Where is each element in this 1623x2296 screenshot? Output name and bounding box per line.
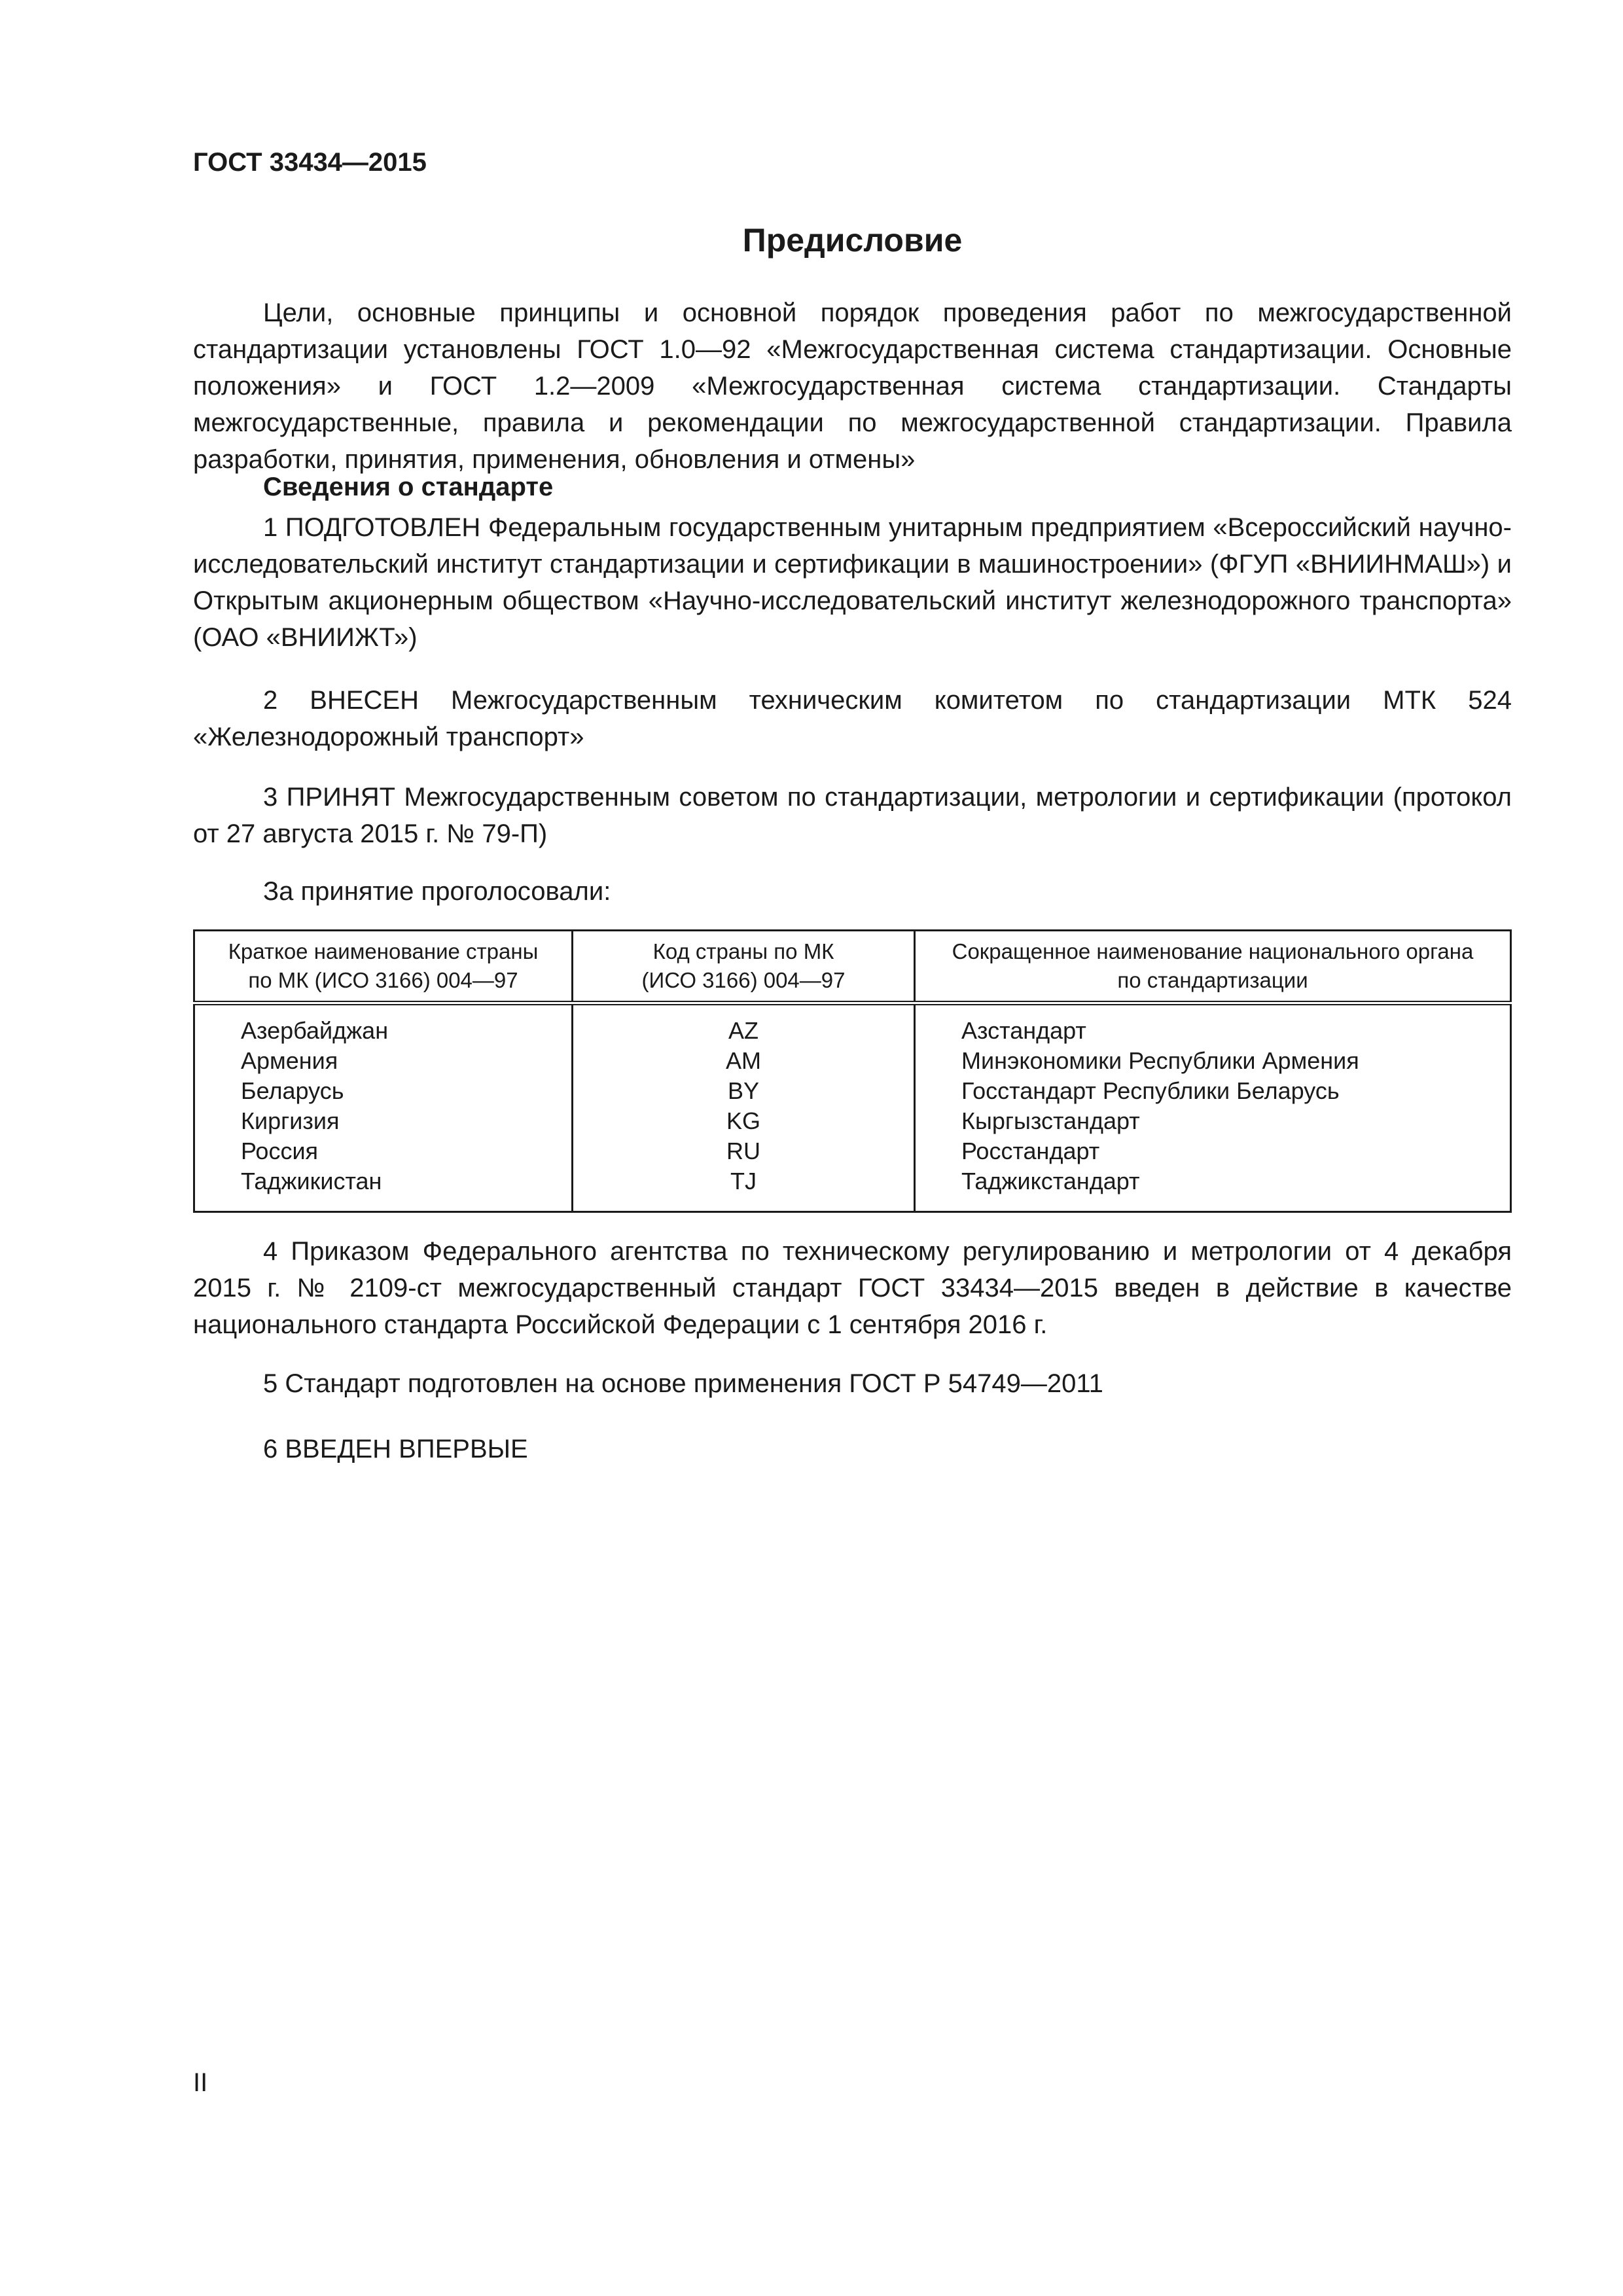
cell-code: AZ bbox=[573, 1003, 915, 1047]
cell-body: Азстандарт bbox=[915, 1003, 1511, 1047]
document-code: ГОСТ 33434—2015 bbox=[193, 148, 427, 177]
cell-country: Беларусь bbox=[194, 1076, 573, 1106]
item-1-prepared: 1 ПОДГОТОВЛЕН Федеральным государственным унитарным предприятием «Всероссийский научно-исследовательский институт стандартизации и сертификации в машиностроении» (ФГУП «ВНИИНМАШ») и Открытым акционерным обществом «Научно-исследовательский институт железнодорожного транспорта» (ОАО «ВНИИЖТ») bbox=[193, 513, 1512, 652]
page-number: II bbox=[193, 2068, 208, 2097]
header-code bbox=[573, 931, 915, 1003]
cell-code: TJ bbox=[573, 1166, 915, 1212]
table-row bbox=[194, 1136, 1511, 1166]
header-country-line2: по МК (ИСО 3166) 004—97 bbox=[248, 968, 518, 992]
table-row bbox=[194, 1106, 1511, 1136]
header-country bbox=[194, 931, 573, 1003]
intro-paragraph: Цели, основные принципы и основной порядок проведения работ по межгосударственной стандартизации установлены ГОСТ 1.0—92 «Межгосударственная система стандартизации. Основные положения» и ГОСТ 1.2—2009 «Межгосударственная система стандартизации. Стандарты межгосударственные, правила и рекомендации по межгосударственной стандартизации. Правила разработки, принятия, применения, обновления и отмены» bbox=[193, 298, 1512, 474]
cell-body: Таджикстандарт bbox=[915, 1166, 1511, 1212]
header-body bbox=[915, 931, 1511, 1003]
item-5-basis: 5 Стандарт подготовлен на основе применения ГОСТ Р 54749—2011 bbox=[263, 1369, 1103, 1398]
cell-body: Кыргызстандарт bbox=[915, 1106, 1511, 1136]
item-3-adopted: 3 ПРИНЯТ Межгосударственным советом по стандартизации, метрологии и сертификации (протокол от 27 августа 2015 г. № 79-П) bbox=[193, 783, 1512, 848]
vote-intro: За принятие проголосовали: bbox=[263, 877, 611, 906]
voting-table bbox=[193, 929, 1512, 1213]
cell-body: Росстандарт bbox=[915, 1136, 1511, 1166]
cell-body: Госстандарт Республики Беларусь bbox=[915, 1076, 1511, 1106]
info-heading: Сведения о стандарте bbox=[263, 473, 554, 501]
cell-body: Минэкономики Республики Армения bbox=[915, 1046, 1511, 1076]
cell-country: Армения bbox=[194, 1046, 573, 1076]
header-code-line2: (ИСО 3166) 004—97 bbox=[641, 968, 846, 992]
table-row bbox=[194, 1076, 1511, 1106]
cell-code: AM bbox=[573, 1046, 915, 1076]
item-4-order: 4 Приказом Федерального агентства по техническому регулированию и метрологии от 4 декабря 2015 г. № 2109-ст межгосударственный стандарт ГОСТ 33434—2015 введен в действие в качестве национального стандарта Российской Федерации с 1 сентября 2016 г. bbox=[193, 1237, 1512, 1339]
item-6-introduced: 6 ВВЕДЕН ВПЕРВЫЕ bbox=[263, 1435, 528, 1463]
table-header-row bbox=[194, 931, 1511, 1003]
cell-country: Таджикистан bbox=[194, 1166, 573, 1212]
header-country-line1: Краткое наименование страны bbox=[228, 939, 539, 963]
cell-code: RU bbox=[573, 1136, 915, 1166]
table-row bbox=[194, 1003, 1511, 1047]
item-2-submitted: 2 ВНЕСЕН Межгосударственным техническим комитетом по стандартизации МТК 524 «Железнодорожный транспорт» bbox=[193, 686, 1512, 751]
page-title: Предисловие bbox=[742, 222, 963, 259]
header-body-line1: Сокращенное наименование национального органа bbox=[952, 939, 1474, 963]
table-row bbox=[194, 1046, 1511, 1076]
cell-code: KG bbox=[573, 1106, 915, 1136]
cell-code: BY bbox=[573, 1076, 915, 1106]
header-body-line2: по стандартизации bbox=[1117, 968, 1308, 992]
cell-country: Киргизия bbox=[194, 1106, 573, 1136]
table-row bbox=[194, 1166, 1511, 1212]
header-code-line1: Код страны по МК bbox=[652, 939, 834, 963]
cell-country: Россия bbox=[194, 1136, 573, 1166]
cell-country: Азербайджан bbox=[194, 1003, 573, 1047]
